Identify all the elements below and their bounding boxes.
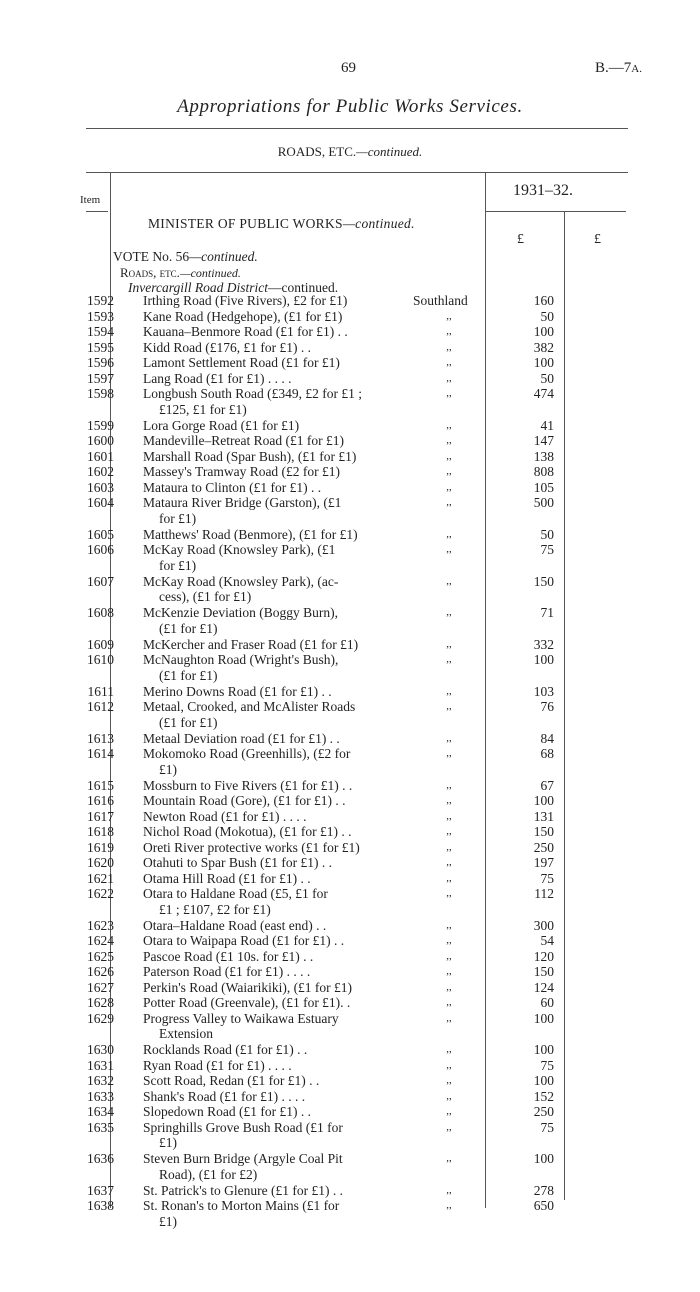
item-number: 1592	[87, 293, 114, 308]
amount-value: 76	[540, 699, 554, 714]
amount-value: 100	[533, 1151, 554, 1166]
item-number: 1624	[87, 933, 114, 948]
item-number: 1618	[87, 824, 114, 839]
road-description	[143, 355, 385, 371]
amount-value: 60	[540, 995, 554, 1010]
road-description	[143, 949, 385, 965]
road-description	[143, 684, 385, 700]
road-description	[143, 778, 385, 794]
item-number: 1598	[87, 386, 114, 401]
road-description	[143, 449, 385, 465]
district-place: ,,	[446, 731, 452, 744]
description-line: Progress Valley to Waikawa Estuary	[143, 1010, 339, 1026]
road-description	[143, 1104, 385, 1120]
amount-value: 197	[533, 855, 554, 870]
district-place: ,,	[446, 980, 452, 993]
amount-value: 50	[540, 526, 554, 542]
item-number: 1617	[87, 808, 114, 824]
description-line: Marshall Road (Spar Bush), (£1 for £1)	[143, 448, 357, 464]
district-place: ,,	[446, 1011, 452, 1024]
document-reference	[595, 60, 642, 77]
item-number: 1612	[87, 699, 114, 714]
road-description	[143, 1198, 385, 1229]
description-line: Lang Road (£1 for £1) . . . .	[143, 370, 292, 386]
item-number: 1637	[87, 1182, 114, 1198]
description-continuation: £1)	[159, 1213, 177, 1229]
district-place: ,,	[446, 653, 452, 665]
district-place: ,,	[446, 825, 452, 837]
amount-value: 100	[533, 652, 554, 667]
description-line: Otama Hill Road (£1 for £1) . .	[143, 870, 311, 886]
road-description	[143, 809, 385, 825]
amount-value: 67	[540, 777, 554, 793]
amount-value: 300	[533, 917, 554, 933]
district-place: ,,	[446, 996, 452, 1008]
item-number: 1627	[87, 979, 114, 995]
description-line: Rocklands Road (£1 for £1) . .	[143, 1042, 308, 1057]
roads-continued: —continued.	[179, 266, 241, 280]
amount-value: 68	[540, 746, 554, 761]
description-continuation: Road), (£1 for £2)	[159, 1166, 258, 1182]
road-description	[143, 480, 385, 496]
road-description	[143, 1120, 385, 1151]
district-place: ,,	[446, 934, 452, 946]
road-description	[143, 980, 385, 996]
description-line: McKay Road (Knowsley Park), (ac-	[143, 573, 339, 589]
description-line: McKercher and Fraser Road (£1 for £1)	[143, 636, 359, 652]
description-line: Paterson Road (£1 for £1) . . . .	[143, 964, 311, 979]
road-description	[143, 1058, 385, 1074]
item-number: 1595	[87, 339, 114, 355]
item-number: 1635	[87, 1119, 114, 1135]
description-line: Otahuti to Spar Bush (£1 for £1) . .	[143, 855, 332, 870]
district-place: ,,	[446, 480, 452, 493]
section-main: ROADS, ETC.	[277, 144, 357, 159]
road-description	[143, 995, 385, 1011]
amount-value: 75	[540, 870, 554, 886]
district-place: ,,	[446, 809, 452, 822]
item-number: 1634	[87, 1104, 114, 1119]
item-number: 1620	[87, 855, 114, 870]
vote-main: VOTE No. 56	[113, 249, 190, 264]
district-place: ,,	[446, 325, 452, 337]
item-number: 1613	[87, 730, 114, 746]
amount-value: 100	[533, 1042, 554, 1057]
description-line: Newton Road (£1 for £1) . . . .	[143, 808, 307, 824]
amount-value: 474	[533, 386, 554, 401]
description-line: Perkin's Road (Waiarikiki), (£1 for £1)	[143, 979, 353, 995]
table-top-rule	[86, 172, 628, 173]
description-line: Kidd Road (£176, £1 for £1) . .	[143, 339, 311, 355]
description-line: Scott Road, Redan (£1 for £1) . .	[143, 1073, 320, 1088]
road-description	[143, 731, 385, 747]
road-description	[143, 1073, 385, 1089]
description-line: Kauana–Benmore Road (£1 for £1) . .	[143, 324, 348, 339]
item-number: 1631	[87, 1057, 114, 1073]
amount-value: 124	[533, 979, 554, 995]
description-line: Springhills Grove Bush Road (£1 for	[143, 1119, 343, 1135]
item-number: 1602	[87, 464, 114, 479]
road-description	[143, 309, 385, 325]
description-line: Kane Road (Hedgehope), (£1 for £1)	[143, 308, 343, 324]
description-line: Slopedown Road (£1 for £1) . .	[143, 1104, 311, 1119]
road-description	[143, 1183, 385, 1199]
amount-value: 150	[533, 824, 554, 839]
amount-value: 50	[540, 370, 554, 386]
road-description	[143, 1011, 385, 1042]
roads-label: Roads, etc.	[120, 265, 180, 280]
district-place: ,,	[446, 778, 452, 791]
description-line: McKenzie Deviation (Boggy Burn),	[143, 605, 338, 620]
item-number: 1623	[87, 917, 114, 933]
amount-value: 382	[533, 339, 554, 355]
item-number: 1638	[87, 1198, 114, 1213]
description-continuation: Extension	[159, 1026, 213, 1041]
item-number: 1593	[87, 308, 114, 324]
item-column-header: Item	[80, 194, 101, 206]
section-continued: —continued.	[356, 144, 423, 159]
district-place: ,,	[446, 871, 452, 884]
description-line: Mokomoko Road (Greenhills), (£2 for	[143, 746, 351, 761]
district-place: ,,	[446, 387, 452, 399]
district-place: ,,	[446, 574, 452, 587]
district-place: ,,	[446, 1058, 452, 1071]
item-number: 1632	[87, 1073, 114, 1088]
road-description	[143, 574, 385, 605]
description-line: Longbush South Road (£349, £2 for £1 ;	[143, 386, 362, 401]
amount-value: 500	[533, 495, 554, 510]
road-description	[143, 605, 385, 636]
road-description	[143, 824, 385, 840]
description-continuation: £1)	[159, 761, 177, 777]
district-place: ,,	[446, 794, 452, 806]
road-description	[143, 1151, 385, 1182]
amount-value: 150	[533, 573, 554, 589]
description-line: McKay Road (Knowsley Park), (£1	[143, 542, 336, 557]
road-description	[143, 855, 385, 871]
item-number: 1636	[87, 1151, 114, 1166]
page-number: 69	[341, 60, 356, 76]
road-description	[143, 527, 385, 543]
description-continuation: £125, £1 for £1)	[159, 401, 247, 417]
district-place: ,,	[446, 449, 452, 462]
amount-value: 75	[540, 542, 554, 557]
road-description	[143, 918, 385, 934]
district-place: ,,	[446, 949, 452, 962]
amount-value: 147	[533, 433, 554, 448]
amount-value: 100	[533, 324, 554, 339]
district-place: ,,	[446, 418, 452, 431]
amount-value: 160	[533, 293, 554, 308]
description-continuation: (£1 for £1)	[159, 667, 218, 683]
item-number: 1614	[87, 746, 114, 761]
road-description	[143, 340, 385, 356]
item-number: 1611	[87, 683, 114, 699]
amount-value: 650	[533, 1198, 554, 1213]
item-number: 1609	[87, 636, 114, 652]
description-line: Otara to Haldane Road (£5, £1 for	[143, 886, 328, 901]
item-number: 1621	[87, 870, 114, 886]
description-line: McNaughton Road (Wright's Bush),	[143, 652, 339, 667]
year-header-rule	[486, 211, 626, 212]
item-number: 1605	[87, 526, 114, 542]
amount-column-divider	[564, 212, 565, 1200]
road-description	[143, 871, 385, 887]
description-line: Mossburn to Five Rivers (£1 for £1) . .	[143, 777, 353, 793]
description-line: Metaal Deviation road (£1 for £1) . .	[143, 730, 340, 746]
amount-value: 278	[533, 1182, 554, 1198]
district-place: ,,	[446, 840, 452, 853]
description-line: Mataura River Bridge (Garston), (£1	[143, 495, 342, 510]
district-place: ,,	[446, 887, 452, 899]
district-place: ,,	[446, 747, 452, 759]
description-line: Oreti River protective works (£1 for £1)	[143, 839, 360, 855]
road-description	[143, 293, 385, 309]
district-place: ,,	[446, 371, 452, 384]
description-line: Massey's Tramway Road (£2 for £1)	[143, 464, 341, 479]
district-place: ,,	[446, 965, 452, 977]
road-description	[143, 964, 385, 980]
description-line: Lora Gorge Road (£1 for £1)	[143, 417, 300, 433]
description-continuation: (£1 for £1)	[159, 714, 218, 730]
district-place: ,,	[446, 1183, 452, 1196]
item-number: 1619	[87, 839, 114, 855]
district-place: Southland	[413, 293, 468, 308]
road-description	[143, 840, 385, 856]
amount-value: 100	[533, 793, 554, 808]
currency-header-1: £	[517, 232, 524, 247]
description-line: Nichol Road (Mokotua), (£1 for £1) . .	[143, 824, 352, 839]
district-place: ,,	[446, 527, 452, 540]
item-number: 1603	[87, 479, 114, 495]
amount-value: 105	[533, 479, 554, 495]
district-place: ,,	[446, 543, 452, 555]
description-line: Mataura to Clinton (£1 for £1) . .	[143, 479, 322, 495]
ministry-main: MINISTER OF PUBLIC WORKS	[148, 216, 343, 231]
district-place: ,,	[446, 496, 452, 508]
item-number: 1626	[87, 964, 114, 979]
item-number: 1606	[87, 542, 114, 557]
district-place: ,,	[446, 1043, 452, 1055]
vote-continued: —continued.	[189, 249, 258, 264]
item-number: 1615	[87, 777, 114, 793]
road-description	[143, 699, 385, 730]
item-number: 1607	[87, 573, 114, 589]
amount-value: 152	[533, 1088, 554, 1104]
district-place: ,,	[446, 700, 452, 712]
page-title: Appropriations for Public Works Services.	[177, 96, 523, 117]
road-description	[143, 433, 385, 449]
amount-value: 54	[540, 933, 554, 948]
description-continuation: £1 ; £107, £2 for £1)	[159, 901, 271, 917]
item-number: 1633	[87, 1088, 114, 1104]
amount-value: 71	[540, 605, 554, 620]
description-line: Lamont Settlement Road (£1 for £1)	[143, 355, 340, 370]
amount-value: 100	[533, 1010, 554, 1026]
year-column-header: 1931–32.	[513, 182, 573, 199]
item-number: 1604	[87, 495, 114, 510]
amount-value: 332	[533, 636, 554, 652]
amount-value: 84	[540, 730, 554, 746]
district-place: ,,	[446, 465, 452, 477]
item-number: 1597	[87, 370, 114, 386]
amount-value: 138	[533, 448, 554, 464]
district-place: ,,	[446, 309, 452, 322]
district-place: ,,	[446, 1152, 452, 1164]
description-line: Ryan Road (£1 for £1) . . . .	[143, 1057, 292, 1073]
item-number: 1625	[87, 948, 114, 964]
amount-value: 150	[533, 964, 554, 979]
description-continuation: £1)	[159, 1135, 177, 1150]
road-description	[143, 793, 385, 809]
section-heading	[0, 144, 700, 160]
description-line: Potter Road (Greenvale), (£1 for £1). .	[143, 995, 351, 1010]
road-description	[143, 1042, 385, 1058]
district-continued: —continued.	[267, 280, 339, 295]
amount-value: 112	[534, 886, 554, 901]
item-number: 1599	[87, 417, 114, 433]
description-continuation: cess), (£1 for £1)	[159, 589, 252, 604]
description-line: Steven Burn Bridge (Argyle Coal Pit	[143, 1151, 343, 1166]
description-line: Pascoe Road (£1 10s. for £1) . .	[143, 948, 314, 964]
amount-value: 250	[533, 1104, 554, 1119]
doc-ref-suffix: A.	[631, 63, 642, 75]
road-description	[143, 652, 385, 683]
item-number: 1622	[87, 886, 114, 901]
title-rule	[86, 128, 628, 129]
road-description	[143, 1089, 385, 1105]
amount-value: 41	[540, 417, 554, 433]
district-place: ,,	[446, 1074, 452, 1086]
place-column-divider	[485, 172, 486, 1208]
district-place: ,,	[446, 1199, 452, 1211]
district-place: ,,	[446, 1120, 452, 1133]
description-line: St. Ronan's to Morton Mains (£1 for	[143, 1198, 340, 1213]
description-line: Mandeville–Retreat Road (£1 for £1)	[143, 433, 344, 448]
amount-value: 120	[533, 948, 554, 964]
description-line: St. Patrick's to Glenure (£1 for £1) . .	[143, 1182, 344, 1198]
road-description	[143, 746, 385, 777]
description-line: Metaal, Crooked, and McAlister Roads	[143, 699, 356, 714]
item-number: 1630	[87, 1042, 114, 1057]
amount-value: 103	[533, 683, 554, 699]
district-place: ,,	[446, 1089, 452, 1102]
item-number: 1628	[87, 995, 114, 1010]
item-number: 1600	[87, 433, 114, 448]
amount-value: 50	[540, 308, 554, 324]
road-description	[143, 637, 385, 653]
item-number: 1629	[87, 1010, 114, 1026]
amount-value: 808	[533, 464, 554, 479]
ministry-heading	[148, 216, 415, 232]
description-line: Merino Downs Road (£1 for £1) . .	[143, 683, 332, 699]
district-place: ,,	[446, 340, 452, 353]
item-number: 1601	[87, 448, 114, 464]
road-description	[143, 464, 385, 480]
amount-value: 250	[533, 839, 554, 855]
district-place: ,,	[446, 606, 452, 618]
currency-header-2: £	[594, 232, 601, 247]
description-line: Irthing Road (Five Rivers), £2 for £1)	[143, 293, 348, 308]
road-description	[143, 386, 385, 417]
description-line: Otara–Haldane Road (east end) . .	[143, 917, 327, 933]
district-place: ,,	[446, 434, 452, 446]
amount-value: 75	[540, 1057, 554, 1073]
road-description	[143, 495, 385, 526]
description-continuation: (£1 for £1)	[159, 620, 218, 636]
district-place: ,,	[446, 356, 452, 368]
item-number: 1610	[87, 652, 114, 667]
road-description	[143, 542, 385, 573]
district-place: ,,	[446, 856, 452, 868]
description-line: Matthews' Road (Benmore), (£1 for £1)	[143, 526, 358, 542]
district-place: ,,	[446, 684, 452, 697]
road-description	[143, 933, 385, 949]
item-number: 1594	[87, 324, 114, 339]
road-description	[143, 371, 385, 387]
district-place: ,,	[446, 637, 452, 650]
description-line: Otara to Waipapa Road (£1 for £1) . .	[143, 933, 345, 948]
district-place: ,,	[446, 918, 452, 931]
item-number: 1616	[87, 793, 114, 808]
vote-heading	[113, 249, 258, 265]
item-header-rule	[86, 211, 108, 212]
description-continuation: for £1)	[159, 510, 197, 526]
description-continuation: for £1)	[159, 557, 197, 573]
roads-subheading	[120, 265, 241, 281]
road-description	[143, 418, 385, 434]
road-description	[143, 324, 385, 340]
doc-ref-prefix: B.—7	[595, 60, 632, 76]
amount-value: 75	[540, 1119, 554, 1135]
description-line: Shank's Road (£1 for £1) . . . .	[143, 1088, 306, 1104]
item-number: 1596	[87, 355, 114, 370]
ministry-continued: —continued.	[342, 216, 415, 231]
amount-value: 100	[533, 355, 554, 370]
district-place: ,,	[446, 1105, 452, 1117]
amount-value: 100	[533, 1073, 554, 1088]
district-label: Invercargill Road District	[128, 280, 268, 295]
road-description	[143, 886, 385, 917]
item-number: 1608	[87, 605, 114, 620]
amount-value: 131	[533, 808, 554, 824]
description-line: Mountain Road (Gore), (£1 for £1) . .	[143, 793, 346, 808]
